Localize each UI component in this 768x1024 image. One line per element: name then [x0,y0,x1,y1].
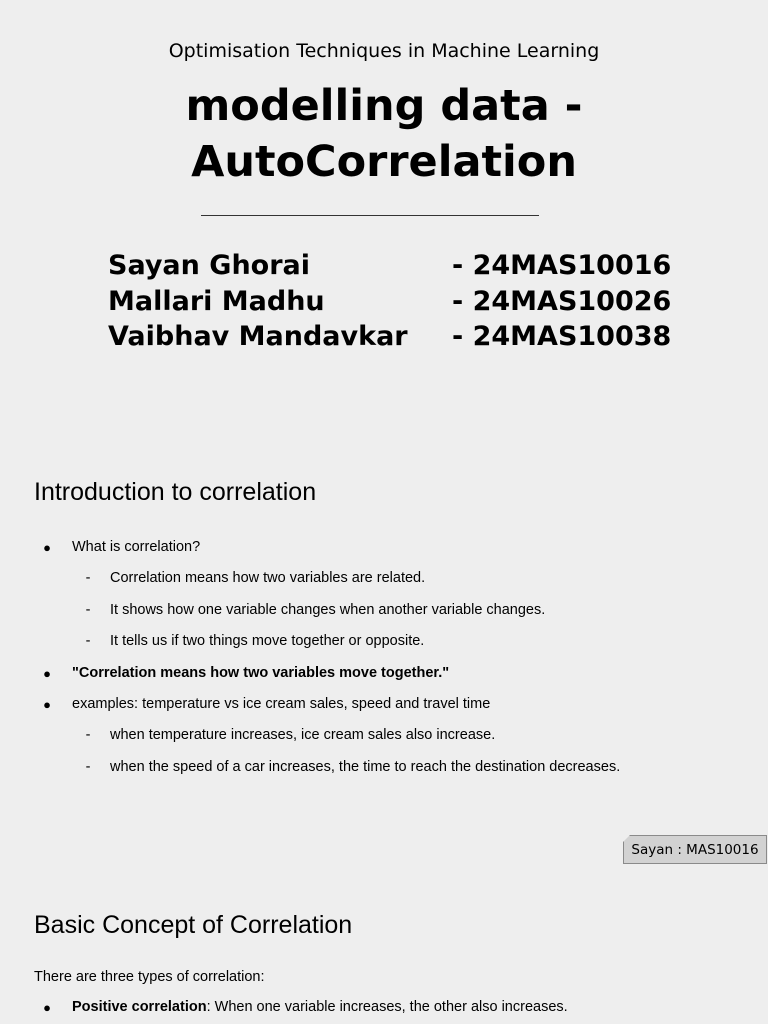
dash-marker: - [85,570,91,587]
title-line-2: AutoCorrelation [191,137,577,187]
list-item [0,658,768,689]
author-id: - 24MAS10026 [452,285,672,317]
list-item [0,720,768,751]
list-item [0,563,768,594]
types-intro-text: There are three types of correlation: [34,969,265,985]
author-list [108,248,708,355]
bullet-marker: ● [43,665,51,681]
dash-marker: - [85,758,91,775]
list-item-text: What is correlation? [72,539,201,555]
section-heading-introduction: Introduction to correlation [34,478,317,506]
page-title [0,78,768,190]
course-subtitle: Optimisation Techniques in Machine Learning [168,40,600,62]
list-item [0,992,768,1023]
author-row [108,248,708,284]
title-line-1: modelling data - [185,81,583,131]
correlation-types-list [0,992,768,1023]
author-tag-label: Sayan : MAS10016 [623,835,767,864]
list-item-text: when the speed of a car increases, the time to reach the destination decreases. [110,758,621,775]
title-divider [201,215,539,216]
author-row [108,284,708,320]
bullet-marker: ● [43,1000,51,1015]
author-name: Mallari Madhu [108,285,325,317]
section-heading-basic-concept: Basic Concept of Correlation [34,911,353,939]
list-item [0,752,768,783]
bullet-marker: ● [43,696,51,712]
dash-marker: - [85,633,91,650]
list-item [0,595,768,626]
author-row [108,319,708,355]
dash-marker: - [85,601,91,618]
list-item [0,626,768,657]
author-id: - 24MAS10016 [452,250,672,281]
term-definition: : When one variable increases, the other also increases. [206,999,568,1015]
list-item-text: when temperature increases, ice cream sales also increase. [110,727,496,744]
introduction-list [0,532,768,783]
term-positive-correlation: Positive correlation [72,999,207,1015]
list-item-text: It shows how one variable changes when another variable changes. [110,601,546,618]
list-item [0,532,768,563]
author-name: Sayan Ghorai [108,250,310,281]
list-item [0,689,768,720]
definition-quote: "Correlation means how two variables move together." [72,664,450,681]
author-id: - 24MAS10038 [452,321,672,352]
author-name: Vaibhav Mandavkar [108,321,408,352]
bullet-marker: ● [43,540,51,555]
list-item-text [72,992,568,1023]
dash-marker: - [85,727,91,744]
list-item-text: Correlation means how two variables are related. [110,570,426,587]
list-item-text: examples: temperature vs ice cream sales, speed and travel time [72,695,491,712]
list-item-text: It tells us if two things move together or opposite. [110,633,425,650]
